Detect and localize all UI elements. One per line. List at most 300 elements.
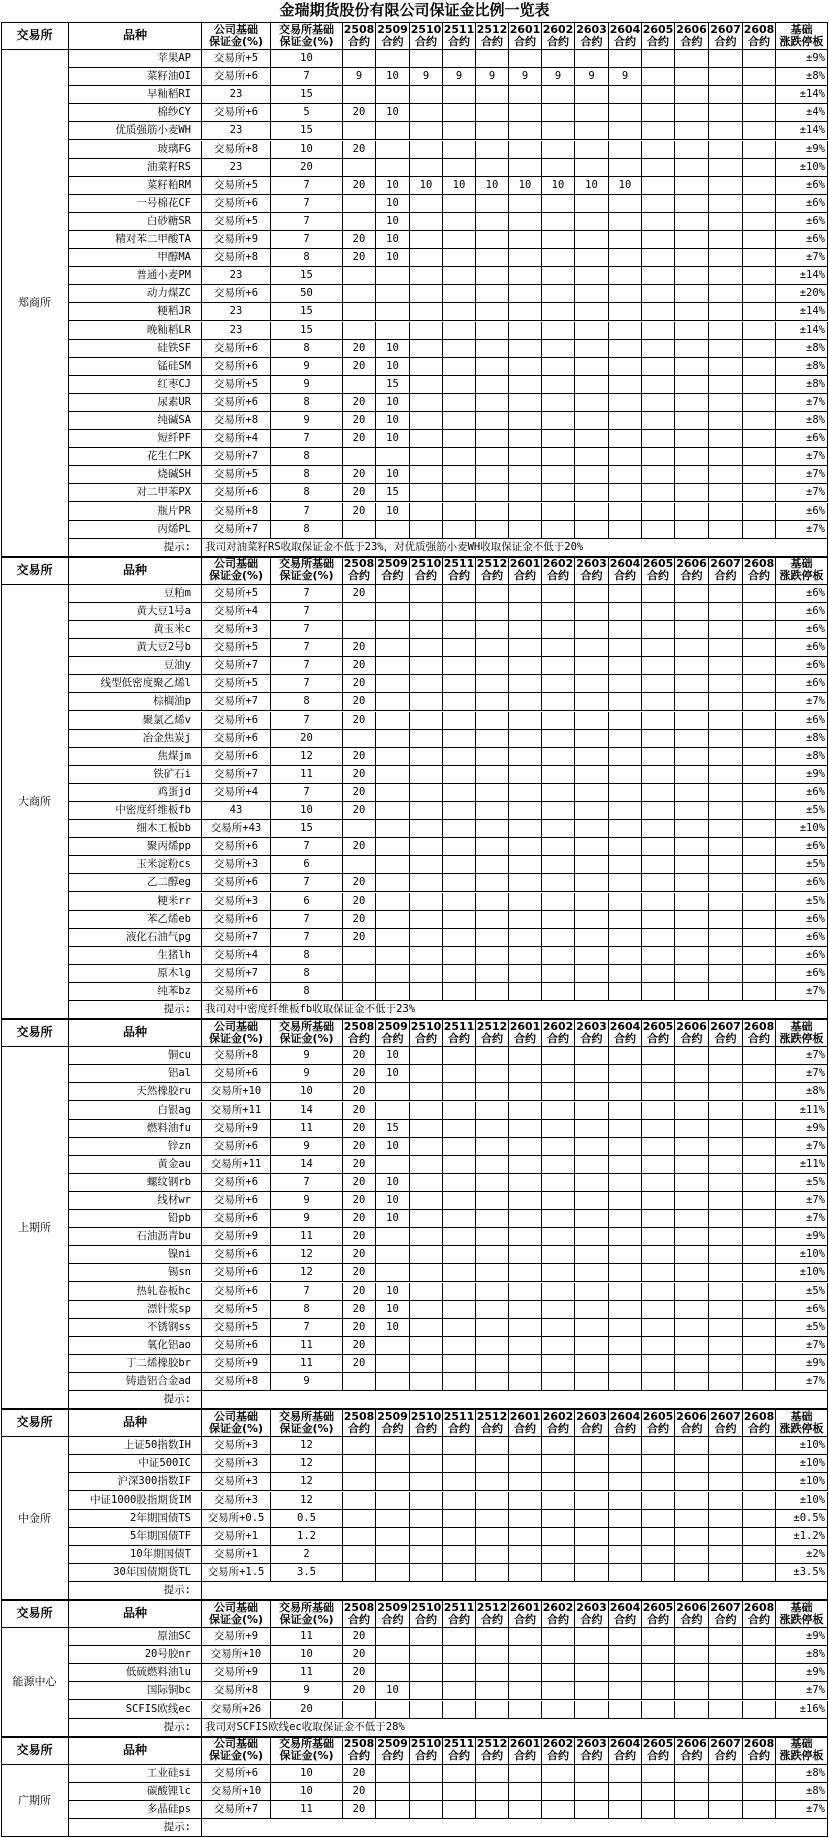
contract-margin-2511: 9: [443, 68, 476, 86]
price-limit: ±7%: [776, 693, 828, 711]
header-contract-2510-line2: 合约: [415, 1421, 437, 1435]
contract-margin-2509: 15: [376, 484, 410, 502]
header-contract-2605-line1: 2605: [642, 1019, 674, 1033]
product-name: 棕榈油p: [69, 693, 202, 711]
header-company-margin-line1: 公司基础: [214, 557, 258, 571]
company-margin: 交易所+6: [202, 394, 271, 412]
header-contract-2607-line1: 2607: [710, 1019, 741, 1033]
contract-margin-2604: 10: [609, 177, 642, 195]
product-name: 瓶片PR: [69, 503, 202, 521]
product-name: 玉米淀粉cs: [69, 856, 202, 874]
product-name: 多晶硅ps: [69, 1801, 202, 1819]
company-margin: 交易所+5: [202, 50, 271, 68]
exchange-margin: 12: [271, 1455, 343, 1473]
price-limit: ±5%: [776, 893, 828, 911]
exchange-margin: 7: [271, 503, 343, 521]
header-contract-2608-line2: 合约: [748, 1612, 770, 1626]
exchange-margin: 8: [271, 466, 343, 484]
header-contract-2605-line2: 合约: [647, 1031, 669, 1045]
contract-margin-2508: 20: [343, 766, 376, 784]
contract-margin-2509: 10: [376, 1682, 410, 1700]
header-contract-2606-line1: 2606: [676, 22, 707, 36]
price-limit: ±4%: [776, 104, 828, 122]
price-limit: ±7%: [776, 1210, 828, 1228]
company-margin: 交易所+43: [202, 820, 271, 838]
company-margin: 交易所+6: [202, 68, 271, 86]
header-contract-2511-line2: 合约: [448, 34, 470, 48]
exchange-margin: 7: [271, 784, 343, 802]
header-contract-2604-line1: 2604: [609, 1737, 641, 1751]
price-limit: ±7%: [776, 448, 828, 466]
product-name: 动力煤ZC: [69, 285, 202, 303]
exchange-margin: 11: [271, 1228, 343, 1246]
header-contract-2605-line2: 合约: [647, 1612, 669, 1626]
header-contract-2509-line1: 2509: [377, 1019, 408, 1033]
product-name: 沪深300指数IF: [69, 1473, 202, 1491]
product-name: 丙烯PL: [69, 521, 202, 539]
section-frame: [1, 1409, 828, 1600]
header-contract-2601-line2: 合约: [514, 1612, 536, 1626]
header-contract-2512-line1: 2512: [476, 557, 508, 571]
company-margin: 交易所+7: [202, 1801, 271, 1819]
header-contract-2602-line1: 2602: [542, 557, 574, 571]
price-limit: ±8%: [776, 1783, 828, 1801]
header-contract-2602-line2: 合约: [547, 34, 569, 48]
exchange-margin: 12: [271, 1264, 343, 1282]
contract-margin-2512: 10: [476, 177, 509, 195]
exchange-margin: 8: [271, 394, 343, 412]
contract-margin-2508: 20: [343, 231, 376, 249]
header-contract-2511-line1: 2511: [443, 557, 475, 571]
header-contract-2605-line2: 合约: [647, 569, 669, 583]
product-name: 烧碱SH: [69, 466, 202, 484]
contract-margin-2508: 20: [343, 911, 376, 929]
header-contract-2508-line1: 2508: [343, 1409, 375, 1423]
exchange-margin: 8: [271, 448, 343, 466]
contract-margin-2603: 10: [575, 177, 609, 195]
note-text: 我司对油菜籽RS收取保证金不低于23%，对优质强筋小麦WH收取保证金不低于20%: [202, 539, 828, 557]
exchange-margin: 20: [271, 730, 343, 748]
contract-margin-2510: 9: [410, 68, 443, 86]
header-contract-2508-line1: 2508: [343, 1019, 375, 1033]
price-limit: ±11%: [776, 1102, 828, 1120]
section-frame: [1, 1600, 828, 1737]
header-contract-2608-line2: 合约: [748, 34, 770, 48]
contract-margin-2509: 10: [376, 430, 410, 448]
price-limit: ±8%: [776, 730, 828, 748]
header-exchange: 交易所: [1, 1019, 69, 1047]
company-margin: 交易所+5: [202, 639, 271, 657]
company-margin: 交易所+4: [202, 784, 271, 802]
company-margin: 交易所+6: [202, 874, 271, 892]
product-name: 热轧卷板hc: [69, 1283, 202, 1301]
header-limit-line1: 基础: [790, 1600, 813, 1614]
company-margin: 交易所+6: [202, 748, 271, 766]
header-contract-2605-line1: 2605: [642, 22, 674, 36]
header-limit-line2: 涨跌停板: [779, 34, 824, 48]
company-margin: 交易所+6: [202, 195, 271, 213]
header-contract-2508-line1: 2508: [343, 1600, 375, 1614]
header-contract-2607-line1: 2607: [710, 22, 741, 36]
price-limit: ±6%: [776, 639, 828, 657]
exchange-margin: 2: [271, 1546, 343, 1564]
company-margin: 交易所+4: [202, 430, 271, 448]
company-margin: 交易所+4: [202, 603, 271, 621]
contract-margin-2508: 20: [343, 893, 376, 911]
company-margin: 交易所+8: [202, 412, 271, 430]
product-name: 苹果AP: [69, 50, 202, 68]
contract-margin-2509: 10: [376, 358, 410, 376]
header-contract-2607-line1: 2607: [710, 1600, 741, 1614]
price-limit: ±7%: [776, 1373, 828, 1391]
price-limit: ±6%: [776, 177, 828, 195]
header-contract-2604-line2: 合约: [614, 1612, 636, 1626]
header-contract-2606-line1: 2606: [676, 1600, 707, 1614]
company-margin: 23: [202, 159, 271, 177]
company-margin: 23: [202, 86, 271, 104]
contract-margin-2510: 10: [410, 177, 443, 195]
header-contract-2512-line2: 合约: [481, 1612, 503, 1626]
header-contract-2606-line1: 2606: [676, 557, 707, 571]
contract-margin-2508: 20: [343, 1138, 376, 1156]
header-contract-2608-line1: 2608: [743, 557, 775, 571]
header-contract-2605-line1: 2605: [642, 1409, 674, 1423]
exchange-margin: 10: [271, 1765, 343, 1783]
contract-margin-2508: 20: [343, 1319, 376, 1337]
product-name: 早籼稻RI: [69, 86, 202, 104]
contract-margin-2601: 10: [509, 177, 542, 195]
header-contract-2605-line1: 2605: [642, 557, 674, 571]
header-contract-2603-line2: 合约: [580, 569, 603, 583]
header-company-margin-line1: 公司基础: [214, 22, 258, 36]
price-limit: ±1.2%: [776, 1528, 828, 1546]
company-margin: 交易所+1: [202, 1546, 271, 1564]
company-margin: 交易所+5: [202, 177, 271, 195]
company-margin: 交易所+3: [202, 856, 271, 874]
product-name: 铅pb: [69, 1210, 202, 1228]
price-limit: ±7%: [776, 1337, 828, 1355]
section-frame: [1, 1019, 828, 1409]
product-name: 20号胶nr: [69, 1646, 202, 1664]
product-name: 生猪lh: [69, 947, 202, 965]
exchange-margin: 9: [271, 412, 343, 430]
price-limit: ±10%: [776, 1492, 828, 1510]
price-limit: ±11%: [776, 1156, 828, 1174]
contract-margin-2508: 20: [343, 1783, 376, 1801]
price-limit: ±10%: [776, 1455, 828, 1473]
header-contract-2605-line1: 2605: [642, 1737, 674, 1751]
contract-margin-2508: 20: [343, 358, 376, 376]
contract-margin-2509: 10: [376, 177, 410, 195]
contract-margin-2508: 20: [343, 802, 376, 820]
header-limit-line1: 基础: [790, 557, 813, 571]
exchange-margin: 10: [271, 1783, 343, 1801]
price-limit: ±10%: [776, 1246, 828, 1264]
contract-margin-2508: 20: [343, 1301, 376, 1319]
product-name: 短纤PF: [69, 430, 202, 448]
contract-margin-2509: 10: [376, 1047, 410, 1065]
company-margin: 23: [202, 322, 271, 340]
contract-margin-2508: 20: [343, 675, 376, 693]
header-company-margin-line1: 公司基础: [214, 1737, 258, 1751]
header-contract-2601-line2: 合约: [514, 569, 536, 583]
contract-margin-2508: 20: [343, 1083, 376, 1101]
price-limit: ±8%: [776, 68, 828, 86]
product-name: 花生仁PK: [69, 448, 202, 466]
product-name: 白银ag: [69, 1102, 202, 1120]
contract-margin-2508: 20: [343, 177, 376, 195]
product-name: 油菜籽RS: [69, 159, 202, 177]
company-margin: 交易所+6: [202, 1065, 271, 1083]
header-contract-2509-line2: 合约: [381, 1749, 404, 1763]
exchange-margin: 3.5: [271, 1564, 343, 1582]
price-limit: ±10%: [776, 820, 828, 838]
header-contract-2608-line2: 合约: [748, 1031, 770, 1045]
header-contract-2603-line2: 合约: [580, 34, 603, 48]
company-margin: 交易所+3: [202, 893, 271, 911]
exchange-margin: 7: [271, 838, 343, 856]
price-limit: ±7%: [776, 1192, 828, 1210]
price-limit: ±5%: [776, 802, 828, 820]
header-contract-2509-line1: 2509: [377, 1409, 408, 1423]
header-contract-2605-line2: 合约: [647, 34, 669, 48]
header-exchange: 交易所: [1, 22, 69, 50]
contract-margin-2508: 20: [343, 430, 376, 448]
company-margin: 交易所+6: [202, 911, 271, 929]
header-contract-2606-line2: 合约: [680, 34, 703, 48]
company-margin: 交易所+11: [202, 1102, 271, 1120]
header-contract-2601-line1: 2601: [509, 22, 541, 36]
product-name: 优质强筋小麦WH: [69, 122, 202, 140]
company-margin: 交易所+8: [202, 1682, 271, 1700]
header-contract-2509-line1: 2509: [377, 1600, 408, 1614]
contract-margin-2511: 10: [443, 177, 476, 195]
price-limit: ±7%: [776, 521, 828, 539]
exchange-margin: 12: [271, 1492, 343, 1510]
exchange-margin: 15: [271, 322, 343, 340]
price-limit: ±6%: [776, 1301, 828, 1319]
header-contract-2509-line1: 2509: [377, 1737, 408, 1751]
exchange-margin: 11: [271, 1664, 343, 1682]
price-limit: ±8%: [776, 1646, 828, 1664]
exchange-margin: 7: [271, 585, 343, 603]
exchange-margin: 7: [271, 68, 343, 86]
header-contract-2511-line1: 2511: [443, 1600, 475, 1614]
header-contract-2608-line2: 合约: [748, 1749, 770, 1763]
contract-margin-2509: 15: [376, 1120, 410, 1138]
header-contract-2602-line1: 2602: [542, 1019, 574, 1033]
contract-margin-2508: 20: [343, 1047, 376, 1065]
company-margin: 交易所+10: [202, 1646, 271, 1664]
product-name: 漂针浆sp: [69, 1301, 202, 1319]
header-contract-2511-line2: 合约: [448, 1031, 470, 1045]
exchange-margin: 7: [271, 1174, 343, 1192]
header-contract-2509-line2: 合约: [381, 569, 404, 583]
contract-margin-2509: 10: [376, 1192, 410, 1210]
product-name: 锡sn: [69, 1264, 202, 1282]
price-limit: ±20%: [776, 285, 828, 303]
product-name: 10年期国债T: [69, 1546, 202, 1564]
header-contract-2604-line1: 2604: [609, 557, 641, 571]
price-limit: ±7%: [776, 1138, 828, 1156]
product-name: 线材wr: [69, 1192, 202, 1210]
contract-margin-2508: 20: [343, 249, 376, 267]
header-contract-2604-line2: 合约: [614, 34, 636, 48]
header-contract-2509-line1: 2509: [377, 22, 408, 36]
product-name: 锌zn: [69, 1138, 202, 1156]
contract-margin-2508: 20: [343, 484, 376, 502]
header-limit-line2: 涨跌停板: [779, 569, 824, 583]
exchange-margin: 15: [271, 86, 343, 104]
header-exchange-margin-line1: 交易所基础: [279, 22, 334, 36]
price-limit: ±9%: [776, 1664, 828, 1682]
exchange-margin: 14: [271, 1156, 343, 1174]
header-company-margin-line2: 保证金(%): [208, 1031, 264, 1045]
exchange-margin: 15: [271, 122, 343, 140]
header-contract-2601-line1: 2601: [509, 557, 541, 571]
exchange-margin: 7: [271, 213, 343, 231]
product-name: 甲醇MA: [69, 249, 202, 267]
header-contract-2603-line1: 2603: [576, 1019, 607, 1033]
price-limit: ±7%: [776, 1682, 828, 1700]
contract-margin-2509: 10: [376, 213, 410, 231]
header-exchange-margin-line1: 交易所基础: [279, 557, 334, 571]
header-contract-2510-line2: 合约: [415, 1749, 437, 1763]
company-margin: 交易所+5: [202, 675, 271, 693]
contract-margin-2508: 20: [343, 466, 376, 484]
exchange-margin: 15: [271, 267, 343, 285]
header-contract-2510-line2: 合约: [415, 34, 437, 48]
company-margin: 交易所+6: [202, 1264, 271, 1282]
price-limit: ±6%: [776, 675, 828, 693]
price-limit: ±6%: [776, 784, 828, 802]
contract-margin-2508: 20: [343, 585, 376, 603]
header-contract-2602-line2: 合约: [547, 1421, 569, 1435]
header-company-margin-line1: 公司基础: [214, 1409, 258, 1423]
contract-margin-2508: 20: [343, 748, 376, 766]
header-contract-2607-line2: 合约: [714, 34, 737, 48]
note-text: 我司对SCFIS欧线ec收取保证金不低于28%: [202, 1719, 828, 1737]
exchange-margin: 7: [271, 712, 343, 730]
header-contract-2601-line1: 2601: [509, 1737, 541, 1751]
company-margin: 交易所+9: [202, 231, 271, 249]
exchange-margin: 7: [271, 639, 343, 657]
product-name: 铜cu: [69, 1047, 202, 1065]
product-name: 碳酸锂lc: [69, 1783, 202, 1801]
section-frame: [1, 1737, 828, 1837]
company-margin: 交易所+8: [202, 503, 271, 521]
header-company-margin-line2: 保证金(%): [208, 1421, 264, 1435]
contract-margin-2508: 20: [343, 712, 376, 730]
price-limit: ±6%: [776, 929, 828, 947]
header-contract-2508-line1: 2508: [343, 22, 375, 36]
exchange-name: 广期所: [1, 1765, 69, 1837]
exchange-margin: 10: [271, 1646, 343, 1664]
contract-margin-2508: 20: [343, 1628, 376, 1646]
header-contract-2601-line1: 2601: [509, 1409, 541, 1423]
header-exchange-margin-line2: 保证金(%): [279, 34, 334, 48]
exchange-margin: 9: [271, 358, 343, 376]
header-limit-line2: 涨跌停板: [779, 1749, 824, 1763]
header-contract-2511-line2: 合约: [448, 1421, 470, 1435]
header-contract-2511-line1: 2511: [443, 1737, 475, 1751]
header-contract-2606-line2: 合约: [680, 1031, 703, 1045]
price-limit: ±9%: [776, 1355, 828, 1373]
header-exchange: 交易所: [1, 1600, 69, 1628]
exchange-margin: 12: [271, 748, 343, 766]
product-name: 天然橡胶ru: [69, 1083, 202, 1101]
contract-margin-2603: 9: [575, 68, 609, 86]
exchange-margin: 9: [271, 1047, 343, 1065]
product-name: 硅铁SF: [69, 340, 202, 358]
price-limit: ±9%: [776, 1228, 828, 1246]
price-limit: ±7%: [776, 466, 828, 484]
product-name: 黄大豆1号a: [69, 603, 202, 621]
header-contract-2509-line2: 合约: [381, 1612, 404, 1626]
contract-margin-2508: 20: [343, 340, 376, 358]
product-name: 不锈钢ss: [69, 1319, 202, 1337]
header-contract-2510-line2: 合约: [415, 1612, 437, 1626]
product-name: 菜籽粕RM: [69, 177, 202, 195]
header-limit-line1: 基础: [790, 1409, 813, 1423]
price-limit: ±6%: [776, 621, 828, 639]
header-contract-2511-line2: 合约: [448, 1612, 470, 1626]
company-margin: 交易所+9: [202, 1664, 271, 1682]
product-name: 中证500IC: [69, 1455, 202, 1473]
page-title: 金瑞期货股份有限公司保证金比例一览表: [279, 1, 550, 19]
product-name: 一号棉花CF: [69, 195, 202, 213]
exchange-margin: 12: [271, 1437, 343, 1455]
header-contract-2603-line2: 合约: [580, 1612, 603, 1626]
product-name: 聚氯乙烯v: [69, 712, 202, 730]
company-margin: 交易所+6: [202, 838, 271, 856]
company-margin: 23: [202, 303, 271, 321]
company-margin: 交易所+0.5: [202, 1510, 271, 1528]
contract-margin-2508: 20: [343, 639, 376, 657]
header-contract-2607-line2: 合约: [714, 1749, 737, 1763]
price-limit: ±8%: [776, 340, 828, 358]
exchange-margin: 9: [271, 1138, 343, 1156]
product-name: 螺纹钢rb: [69, 1174, 202, 1192]
exchange-margin: 7: [271, 621, 343, 639]
header-limit-line2: 涨跌停板: [779, 1031, 824, 1045]
exchange-margin: 6: [271, 893, 343, 911]
product-name: 2年期国债TS: [69, 1510, 202, 1528]
header-contract-2608-line1: 2608: [743, 1409, 775, 1423]
price-limit: ±10%: [776, 1264, 828, 1282]
contract-margin-2509: 10: [376, 466, 410, 484]
contract-margin-2508: 20: [343, 394, 376, 412]
price-limit: ±6%: [776, 603, 828, 621]
header-contract-2606-line1: 2606: [676, 1019, 707, 1033]
company-margin: 交易所+6: [202, 730, 271, 748]
exchange-margin: 10: [271, 802, 343, 820]
price-limit: ±7%: [776, 484, 828, 502]
note-label: 提示:: [69, 1582, 202, 1600]
product-name: 乙二醇eg: [69, 874, 202, 892]
exchange-margin: 11: [271, 766, 343, 784]
company-margin: 交易所+6: [202, 1174, 271, 1192]
header-product: 品种: [69, 1737, 202, 1765]
header-contract-2511-line2: 合约: [448, 569, 470, 583]
header-product: 品种: [69, 22, 202, 50]
product-name: 燃料油fu: [69, 1120, 202, 1138]
company-margin: 交易所+9: [202, 1628, 271, 1646]
exchange-name: 大商所: [1, 585, 69, 1019]
contract-margin-2509: 10: [376, 1301, 410, 1319]
exchange-margin: 15: [271, 820, 343, 838]
header-contract-2602-line1: 2602: [542, 1737, 574, 1751]
